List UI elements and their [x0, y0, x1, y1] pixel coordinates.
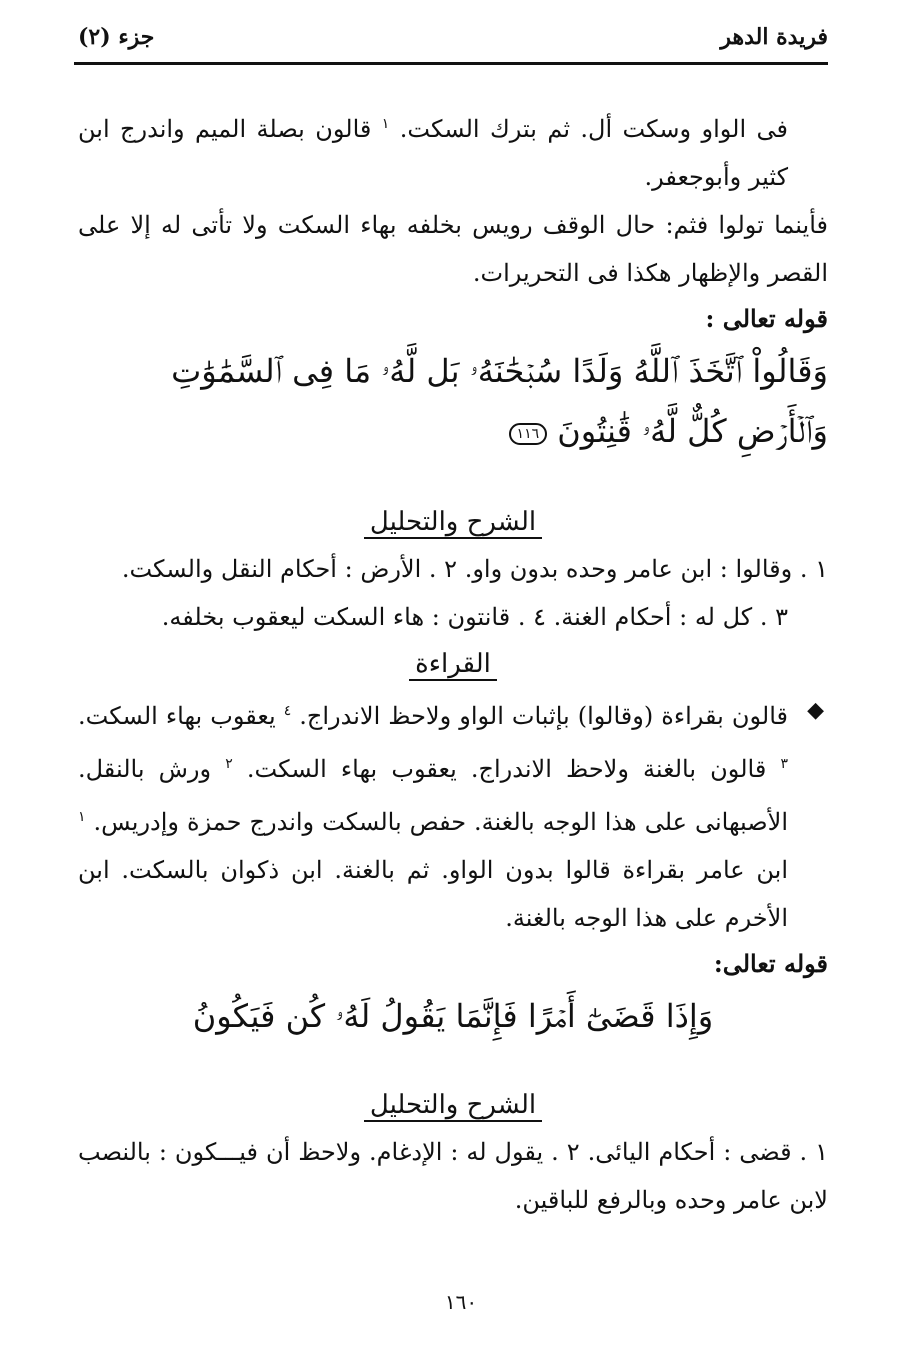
section-title: القراءة	[409, 649, 497, 681]
footnote-marker: ٣	[780, 756, 788, 772]
footnote-marker: ٤	[283, 703, 292, 719]
part-label: جزء (٢)	[78, 24, 155, 50]
paragraph: فأينما تولوا فثم: حال الوقف رويس بخلفه بهاء السكت ولا تأتى له إلا على القصر والإظهار هكذا فى التحريرات.	[78, 211, 828, 287]
section-title: الشرح والتحليل	[364, 507, 542, 539]
text-run: قالون بصلة الميم واندرج ابن كثير وأبوجعفر.	[78, 115, 788, 191]
book-title: فريدة الدهر	[720, 24, 828, 50]
page-number: ١٦٠	[444, 1290, 478, 1314]
section-heading	[78, 499, 828, 545]
text-run: فى الواو وسكت أل. ثم بترك السكت.	[399, 115, 789, 143]
page-body	[78, 100, 828, 1224]
running-header	[78, 24, 828, 60]
text-run: ورش بالنقل. الأصبهانى على هذا الوجه بالغنة. حفص بالسكت واندرج حمزة وإدريس.	[78, 755, 788, 836]
text-run: قالون بقراءة (وقالوا) بإثبات الواو ولاحظ الاندراج.	[299, 702, 789, 730]
text-run: ابن عامر بقراءة قالوا بدون الواو. ثم بالغنة. ابن ذكوان بالسكت. ابن الأخرم على هذا الوجه بالغنة.	[78, 856, 788, 932]
verse-text: وَقَالُواْ ٱتَّخَذَ ٱللَّهُ وَلَدًا سُبۡحَٰنَهُۥ بَل لَّهُۥ مَا فِى ٱلسَّمَٰوَٰتِ وَٱلۡأَرۡضِ كُلٌّ لَّهُۥ قَٰنِتُونَ	[171, 352, 828, 450]
verse-number-mark: ١١٦	[509, 423, 548, 445]
sharh-line: ٣ . كل له : أحكام الغنة. ٤ . قانتون : هاء السكت ليعقوب بخلفه.	[161, 603, 788, 631]
qawl-heading: قوله تعالى :	[705, 304, 828, 333]
qiraa-paragraph	[78, 687, 828, 942]
footnote-marker: ٢	[225, 756, 233, 772]
text-run: قالون بالغنة ولاحظ الاندراج. يعقوب بهاء السكت.	[246, 755, 767, 783]
sharh-line: ١ . وقالوا : ابن عامر وحده بدون واو. ٢ . الأرض : أحكام النقل والسكت.	[121, 555, 828, 583]
paragraph	[78, 100, 828, 201]
footnote-marker: ١	[78, 809, 86, 825]
sharh-paragraph: ١ . قضى : أحكام اليائى. ٢ . يقول له : الإدغام. ولاحظ أن فيـــكون : بالنصب لابن عامر وحده وبالرفع للباقين.	[78, 1138, 828, 1214]
header-rule	[74, 62, 828, 65]
footnote-marker: ١	[381, 116, 390, 132]
quran-verse	[78, 341, 828, 461]
text-run: يعقوب بهاء السكت.	[78, 702, 276, 730]
section-heading	[78, 1082, 828, 1128]
section-heading	[78, 641, 828, 687]
quran-verse: وَإِذَا قَضَىٰٓ أَمۡرًا فَإِنَّمَا يَقُولُ لَهُۥ كُن فَيَكُونُ	[192, 997, 714, 1035]
qawl-heading: قوله تعالى:	[713, 949, 828, 978]
bullet-icon: ◆	[807, 698, 824, 723]
section-title: الشرح والتحليل	[364, 1090, 542, 1122]
